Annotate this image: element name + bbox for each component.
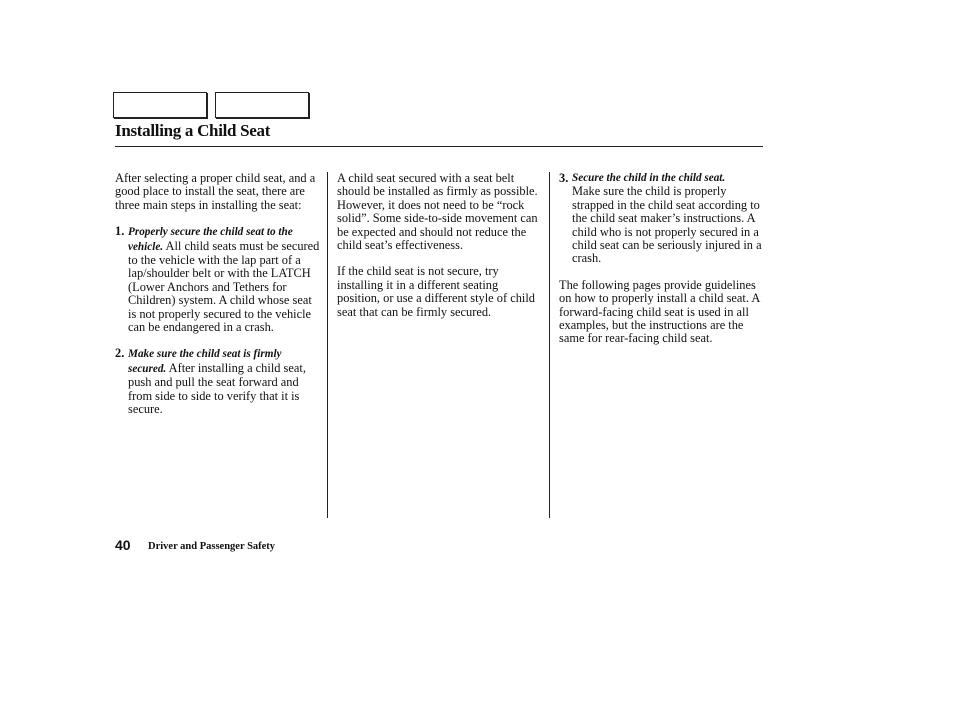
nav-tab-next[interactable]: [215, 92, 309, 118]
page-title: Installing a Child Seat: [115, 121, 271, 140]
step-2-body: After installing a child seat, push and pull the seat forward and from side to side to verify that it is secure.: [128, 360, 306, 417]
title-divider: [115, 146, 763, 147]
not-secure-paragraph: If the child seat is not secure, try installing it in a different seating position, or use a different style of child seat that can be firmly secured.: [337, 264, 535, 319]
step-3-body: Make sure the child is properly strapped in the child seat according to the child seat maker’s instructions. A child who is not properly secured in a child seat can be seriously injured in a crash.: [572, 184, 762, 266]
step-1-heading: Properly secure the child seat to the vehicle.: [128, 226, 293, 253]
seat-belt-paragraph: A child seat secured with a seat belt should be installed as firmly as possible. However, it does not need to be “rock solid”. Some side-to-side movement can be expected and should not reduce the child seat’s effectiveness.: [337, 171, 538, 253]
column-1: [115, 172, 320, 430]
step-3: [559, 172, 764, 266]
section-name: Driver and Passenger Safety: [148, 541, 276, 552]
step-1-body: All child seats must be secured to the vehicle with the lap part of a lap/shoulder belt or with the LATCH (Lower Anchors and Tethers for Children) system. A child whose seat is not properly secured to the vehicle can be endangered in a crash.: [128, 238, 320, 335]
intro-paragraph: After selecting a proper child seat, and a good place to install the seat, there are three main steps in installing the seat:: [115, 171, 316, 212]
column-2: [337, 172, 543, 332]
nav-tab-previous[interactable]: [113, 92, 207, 118]
step-3-heading: Secure the child in the child seat.: [572, 172, 726, 184]
step-1-number: 1.: [115, 224, 125, 239]
step-3-number: 3.: [559, 171, 569, 185]
column-divider-2: [549, 172, 550, 518]
page-number: 40: [115, 537, 131, 553]
step-1: [115, 225, 320, 334]
step-2-heading: Make sure the child seat is firmly secured.: [128, 348, 282, 375]
following-pages-paragraph: The following pages provide guidelines on how to properly install a child seat. A forward-facing child seat is used in all examples, but the instructions are the same for rear-facing child seat.: [559, 277, 760, 346]
column-divider-1: [327, 172, 328, 518]
step-2: [115, 347, 320, 416]
step-2-number: 2.: [115, 346, 125, 361]
column-3: [559, 172, 764, 359]
